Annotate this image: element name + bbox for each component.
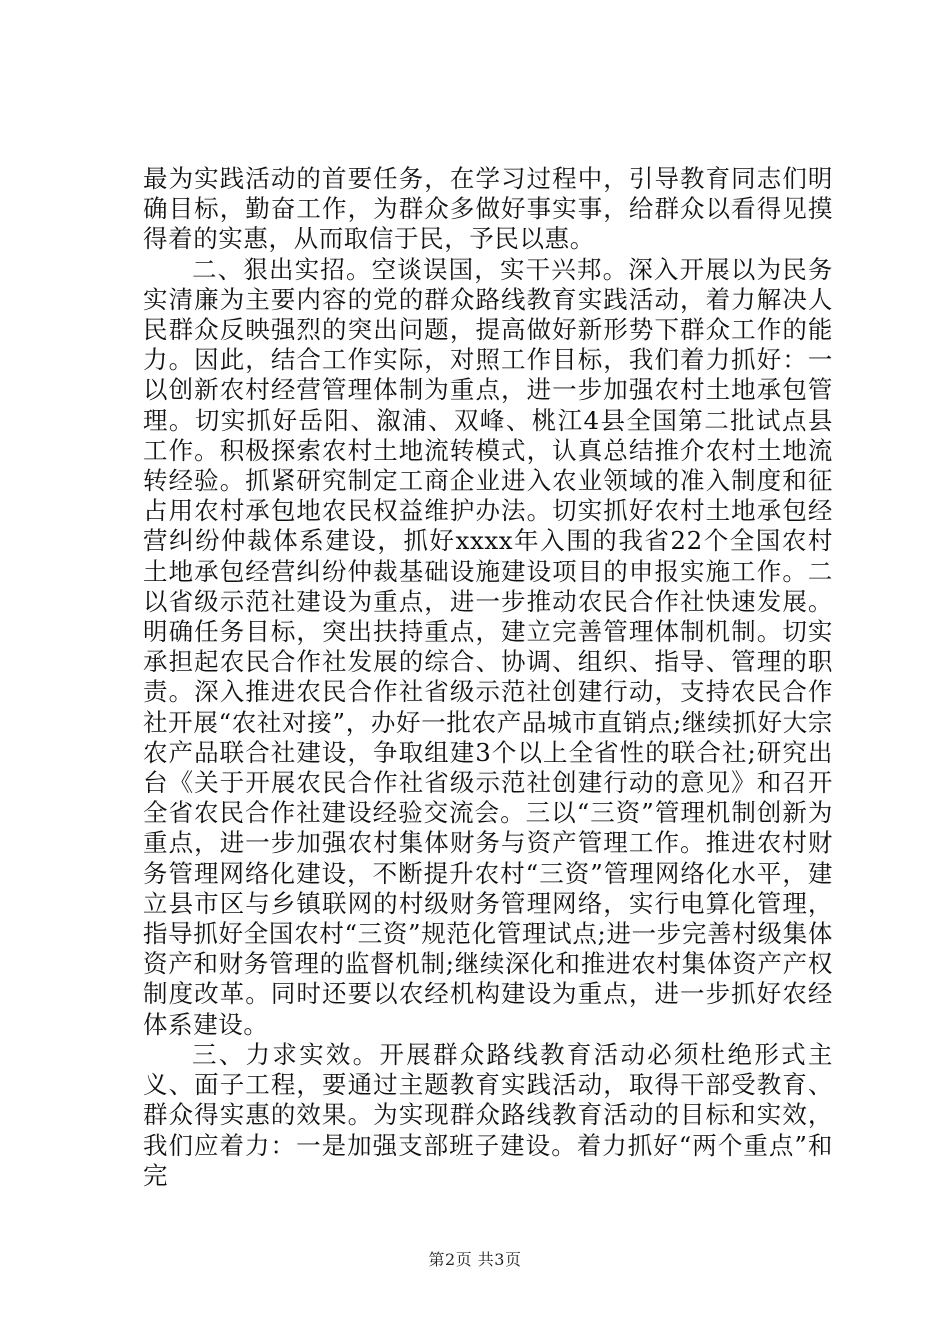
paragraph-section-two: 二、狠出实招。空谈误国，实干兴邦。深入开展以为民务实清廉为主要内容的党的群众路线教育实践活动，着力解决人民群众反映强烈的突出问题，提高做好新形势下群众工作的能力。因此，结合工作实际，对照工作目标，我们着力抓好：一以创新农村经营管理体制为重点，进一步加强农村土地承包管理。切实抓好岳阳、溆浦、双峰、桃江4县全国第二批试点县工作。积极探索农村土地流转模式，认真总结推介农村土地流转经验。抓紧研究制定工商企业进入农业领域的准入制度和征占用农村承包地农民权益维护办法。切实抓好农村土地承包经营纠纷仲裁体系建设，抓好xxxx年入围的我省22个全国农村土地承包经营纠纷仲裁基础设施建设项目的申报实施工作。二以省级示范社建设为重点，进一步推动农民合作社快速发展。明确任务目标，突出扶持重点，建立完善管理体制机制。切实承担起农民合作社发展的综合、协调、组织、指导、管理的职责。深入推进农民合作社省级示范社创建行动，支持农民合作社开展“农社对接”，办好一批农产品城市直销点;继续抓好大宗农产品联合社建设，争取组建3个以上全省性的联合社;研究出台《关于开展农民合作社省级示范社创建行动的意见》和召开全省农民合作社建设经验交流会。三以“三资”管理机制创新为重点，进一步加强农村集体财务与资产管理工作。推进农村财务管理网络化建设，不断提升农村“三资”管理网络化水平，建立县市区与乡镇联网的村级财务管理网络，实行电算化管理，指导抓好全国农村“三资”规范化管理试点;进一步完善村级集体资产和财务管理的监督机制;继续深化和推进农村集体资产产权制度改革。同时还要以农经机构建设为重点，进一步抓好农经体系建设。 — [143, 254, 833, 1039]
page-number-footer: 第2页 共3页 — [428, 1250, 522, 1269]
paragraph-continuation: 最为实践活动的首要任务，在学习过程中，引导教育同志们明确目标，勤奋工作，为群众多做好事实事，给群众以看得见摸得着的实惠，从而取信于民，予民以惠。 — [143, 164, 833, 254]
paragraph-section-three: 三、力求实效。开展群众路线教育活动必须杜绝形式主义、面子工程，要通过主题教育实践活动，取得干部受教育、群众得实惠的效果。为实现群众路线教育活动的目标和实效，我们应着力：一是加强支部班子建设。着力抓好“两个重点”和完 — [143, 1039, 833, 1190]
document-body — [143, 164, 833, 1191]
